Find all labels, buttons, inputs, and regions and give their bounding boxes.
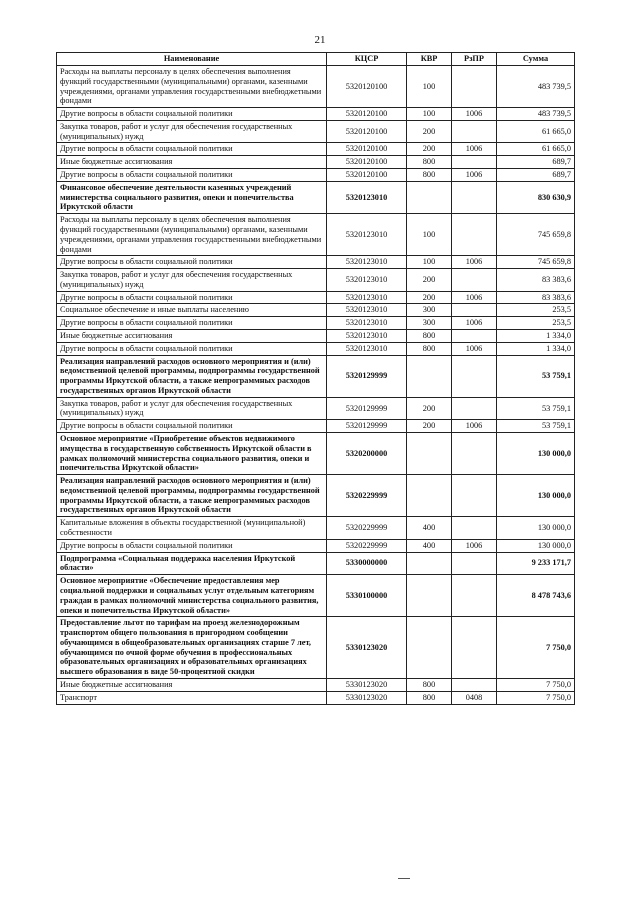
table-row — [57, 317, 575, 330]
row-rzpr-cell — [452, 475, 497, 517]
row-rzpr-cell — [452, 304, 497, 317]
row-rzpr-cell — [452, 120, 497, 143]
row-sum-cell: 689,7 — [497, 156, 575, 169]
row-kcsr-cell: 5320120100 — [327, 156, 407, 169]
row-kvr-cell: 800 — [407, 678, 452, 691]
row-name-cell: Реализация направлений расходов основного мероприятия и (или) ведомственной целевой программы, подпрограммы государственной программы Иркутской области, а также непрограммных расходов государственных органов Иркутской области — [57, 355, 327, 397]
row-sum-cell: 130 000,0 — [497, 433, 575, 475]
row-name-cell: Предоставление льгот по тарифам на проезд железнодорожным транспортом общего пользования в пригородном сообщении обучающимся в общеобразовательных организациях старше 7 лет, обучающимся по очной форме обучения в профессиональных образовательных организациях и образовательных организациях высшего образования в виде 50-процентной скидки — [57, 617, 327, 679]
row-kvr-cell: 400 — [407, 539, 452, 552]
row-kvr-cell — [407, 433, 452, 475]
row-rzpr-cell — [452, 433, 497, 475]
row-kcsr-cell: 5320229999 — [327, 539, 407, 552]
table-row — [57, 475, 575, 517]
page-number: 21 — [314, 34, 326, 46]
row-kvr-cell — [407, 552, 452, 575]
row-kvr-cell: 200 — [407, 143, 452, 156]
row-name-cell: Подпрограмма «Социальная поддержка населения Иркутской области» — [57, 552, 327, 575]
row-rzpr-cell — [452, 355, 497, 397]
row-sum-cell: 1 334,0 — [497, 342, 575, 355]
row-rzpr-cell: 1006 — [452, 317, 497, 330]
row-sum-cell: 8 478 743,6 — [497, 575, 575, 617]
row-kvr-cell: 200 — [407, 120, 452, 143]
table-row — [57, 678, 575, 691]
table-row — [57, 433, 575, 475]
table-row — [57, 329, 575, 342]
row-kcsr-cell: 5320200000 — [327, 433, 407, 475]
row-kcsr-cell: 5320120100 — [327, 169, 407, 182]
table-row — [57, 169, 575, 182]
row-rzpr-cell — [452, 552, 497, 575]
scan-mark — [398, 878, 410, 879]
row-kcsr-cell: 5320123010 — [327, 291, 407, 304]
row-kcsr-cell: 5320123010 — [327, 317, 407, 330]
row-kvr-cell: 800 — [407, 691, 452, 704]
table-row — [57, 575, 575, 617]
row-kvr-cell: 300 — [407, 317, 452, 330]
row-kcsr-cell: 5320123010 — [327, 342, 407, 355]
table-row — [57, 269, 575, 292]
row-kcsr-cell: 5320129999 — [327, 397, 407, 420]
row-kvr-cell: 800 — [407, 156, 452, 169]
row-rzpr-cell: 1006 — [452, 420, 497, 433]
row-sum-cell: 745 659,8 — [497, 256, 575, 269]
row-rzpr-cell: 1006 — [452, 291, 497, 304]
table-row — [57, 256, 575, 269]
row-name-cell: Другие вопросы в области социальной политики — [57, 420, 327, 433]
row-name-cell: Другие вопросы в области социальной политики — [57, 108, 327, 121]
row-sum-cell: 53 759,1 — [497, 355, 575, 397]
row-name-cell: Иные бюджетные ассигнования — [57, 329, 327, 342]
row-sum-cell: 689,7 — [497, 169, 575, 182]
row-name-cell: Расходы на выплаты персоналу в целях обеспечения выполнения функций государственными (муниципальными) органами, казенными учреждениями, органами управления государственными внебюджетными фондами — [57, 214, 327, 256]
table-row — [57, 552, 575, 575]
row-kvr-cell: 800 — [407, 342, 452, 355]
row-name-cell: Другие вопросы в области социальной политики — [57, 317, 327, 330]
row-sum-cell: 83 383,6 — [497, 269, 575, 292]
row-rzpr-cell — [452, 617, 497, 679]
row-kcsr-cell: 5330123020 — [327, 691, 407, 704]
row-kcsr-cell: 5330100000 — [327, 575, 407, 617]
row-kcsr-cell: 5320123010 — [327, 256, 407, 269]
table-row — [57, 691, 575, 704]
row-sum-cell: 9 233 171,7 — [497, 552, 575, 575]
row-kvr-cell — [407, 475, 452, 517]
row-kcsr-cell: 5320123010 — [327, 269, 407, 292]
row-kcsr-cell: 5330123020 — [327, 678, 407, 691]
row-name-cell: Другие вопросы в области социальной политики — [57, 143, 327, 156]
column-header-name: Наименование — [57, 53, 327, 66]
row-rzpr-cell: 1006 — [452, 539, 497, 552]
row-kcsr-cell: 5320123010 — [327, 214, 407, 256]
row-kvr-cell: 300 — [407, 304, 452, 317]
row-kcsr-cell: 5320120100 — [327, 66, 407, 108]
row-kvr-cell: 800 — [407, 169, 452, 182]
row-kvr-cell — [407, 355, 452, 397]
table-body — [57, 66, 575, 705]
row-sum-cell: 61 665,0 — [497, 120, 575, 143]
row-kcsr-cell: 5320229999 — [327, 475, 407, 517]
row-rzpr-cell: 1006 — [452, 256, 497, 269]
table-row — [57, 120, 575, 143]
row-rzpr-cell: 0408 — [452, 691, 497, 704]
row-name-cell: Закупка товаров, работ и услуг для обеспечения государственных (муниципальных) нужд — [57, 120, 327, 143]
table-row — [57, 214, 575, 256]
row-name-cell: Основное мероприятие «Приобретение объектов недвижимого имущества в государственную собственность Иркутской области в рамках полномочий министерства социального развития, опеки и попечительства Иркутской области» — [57, 433, 327, 475]
row-rzpr-cell — [452, 329, 497, 342]
row-name-cell: Финансовое обеспечение деятельности казенных учреждений министерства социального развития, опеки и попечительства Иркутской области — [57, 181, 327, 213]
table-row — [57, 342, 575, 355]
row-rzpr-cell: 1006 — [452, 342, 497, 355]
row-name-cell: Закупка товаров, работ и услуг для обеспечения государственных (муниципальных) нужд — [57, 397, 327, 420]
row-name-cell: Транспорт — [57, 691, 327, 704]
row-rzpr-cell: 1006 — [452, 143, 497, 156]
table-row — [57, 143, 575, 156]
table-row — [57, 397, 575, 420]
row-kvr-cell: 200 — [407, 397, 452, 420]
row-kvr-cell: 800 — [407, 329, 452, 342]
row-name-cell: Другие вопросы в области социальной политики — [57, 169, 327, 182]
row-kvr-cell: 200 — [407, 420, 452, 433]
row-sum-cell: 483 739,5 — [497, 66, 575, 108]
row-sum-cell: 83 383,6 — [497, 291, 575, 304]
table-row — [57, 291, 575, 304]
row-kcsr-cell: 5330000000 — [327, 552, 407, 575]
row-rzpr-cell — [452, 397, 497, 420]
row-kcsr-cell: 5320229999 — [327, 517, 407, 540]
row-name-cell: Расходы на выплаты персоналу в целях обеспечения выполнения функций государственными (муниципальными) органами, казенными учреждениями, органами управления государственными внебюджетными фондами — [57, 66, 327, 108]
row-rzpr-cell — [452, 678, 497, 691]
row-name-cell: Иные бюджетные ассигнования — [57, 156, 327, 169]
row-kcsr-cell: 5320120100 — [327, 143, 407, 156]
row-kvr-cell: 100 — [407, 66, 452, 108]
row-name-cell: Другие вопросы в области социальной политики — [57, 539, 327, 552]
table-row — [57, 181, 575, 213]
row-sum-cell: 61 665,0 — [497, 143, 575, 156]
column-header-sum: Сумма — [497, 53, 575, 66]
table-row — [57, 617, 575, 679]
row-sum-cell: 7 750,0 — [497, 617, 575, 679]
row-kvr-cell: 400 — [407, 517, 452, 540]
row-sum-cell: 130 000,0 — [497, 539, 575, 552]
row-kvr-cell: 200 — [407, 269, 452, 292]
row-sum-cell: 830 630,9 — [497, 181, 575, 213]
row-rzpr-cell — [452, 214, 497, 256]
row-name-cell: Другие вопросы в области социальной политики — [57, 291, 327, 304]
row-kcsr-cell: 5330123020 — [327, 617, 407, 679]
row-sum-cell: 130 000,0 — [497, 517, 575, 540]
row-kcsr-cell: 5320120100 — [327, 108, 407, 121]
row-kvr-cell: 100 — [407, 108, 452, 121]
row-sum-cell: 253,5 — [497, 317, 575, 330]
row-sum-cell: 1 334,0 — [497, 329, 575, 342]
row-rzpr-cell — [452, 517, 497, 540]
row-name-cell: Реализация направлений расходов основного мероприятия и (или) ведомственной целевой программы, подпрограммы государственной программы Иркутской области, а также непрограммных расходов государственных органов Иркутской области — [57, 475, 327, 517]
row-sum-cell: 53 759,1 — [497, 397, 575, 420]
row-sum-cell: 745 659,8 — [497, 214, 575, 256]
row-kvr-cell — [407, 181, 452, 213]
table-row — [57, 420, 575, 433]
row-sum-cell: 483 739,5 — [497, 108, 575, 121]
row-sum-cell: 53 759,1 — [497, 420, 575, 433]
row-kvr-cell: 100 — [407, 214, 452, 256]
row-name-cell: Другие вопросы в области социальной политики — [57, 342, 327, 355]
row-kcsr-cell: 5320123010 — [327, 181, 407, 213]
row-name-cell: Основное мероприятие «Обеспечение предоставления мер социальной поддержки и социальных услуг отдельным категориям граждан в рамках полномочий министерства социального развития, опеки и попечительства Иркутской области» — [57, 575, 327, 617]
budget-table — [56, 52, 575, 705]
column-header-rzpr: РзПР — [452, 53, 497, 66]
table-row — [57, 355, 575, 397]
row-kcsr-cell: 5320129999 — [327, 355, 407, 397]
row-sum-cell: 7 750,0 — [497, 691, 575, 704]
row-kcsr-cell: 5320120100 — [327, 120, 407, 143]
table-header-row — [57, 53, 575, 66]
row-sum-cell: 253,5 — [497, 304, 575, 317]
row-rzpr-cell — [452, 575, 497, 617]
row-sum-cell: 7 750,0 — [497, 678, 575, 691]
table-row — [57, 156, 575, 169]
row-rzpr-cell: 1006 — [452, 169, 497, 182]
row-kvr-cell — [407, 575, 452, 617]
row-name-cell: Социальное обеспечение и иные выплаты населению — [57, 304, 327, 317]
row-sum-cell: 130 000,0 — [497, 475, 575, 517]
row-kvr-cell: 100 — [407, 256, 452, 269]
row-kvr-cell: 200 — [407, 291, 452, 304]
row-name-cell: Другие вопросы в области социальной политики — [57, 256, 327, 269]
table-row — [57, 517, 575, 540]
row-name-cell: Иные бюджетные ассигнования — [57, 678, 327, 691]
row-rzpr-cell — [452, 156, 497, 169]
table-row — [57, 66, 575, 108]
table-row — [57, 304, 575, 317]
row-kcsr-cell: 5320123010 — [327, 304, 407, 317]
row-kcsr-cell: 5320123010 — [327, 329, 407, 342]
row-name-cell: Капитальные вложения в объекты государственной (муниципальной) собственности — [57, 517, 327, 540]
row-name-cell: Закупка товаров, работ и услуг для обеспечения государственных (муниципальных) нужд — [57, 269, 327, 292]
column-header-kcsr: КЦСР — [327, 53, 407, 66]
table-row — [57, 108, 575, 121]
row-rzpr-cell — [452, 269, 497, 292]
column-header-kvr: КВР — [407, 53, 452, 66]
row-rzpr-cell: 1006 — [452, 108, 497, 121]
row-rzpr-cell — [452, 66, 497, 108]
row-kcsr-cell: 5320129999 — [327, 420, 407, 433]
table-row — [57, 539, 575, 552]
row-kvr-cell — [407, 617, 452, 679]
row-rzpr-cell — [452, 181, 497, 213]
